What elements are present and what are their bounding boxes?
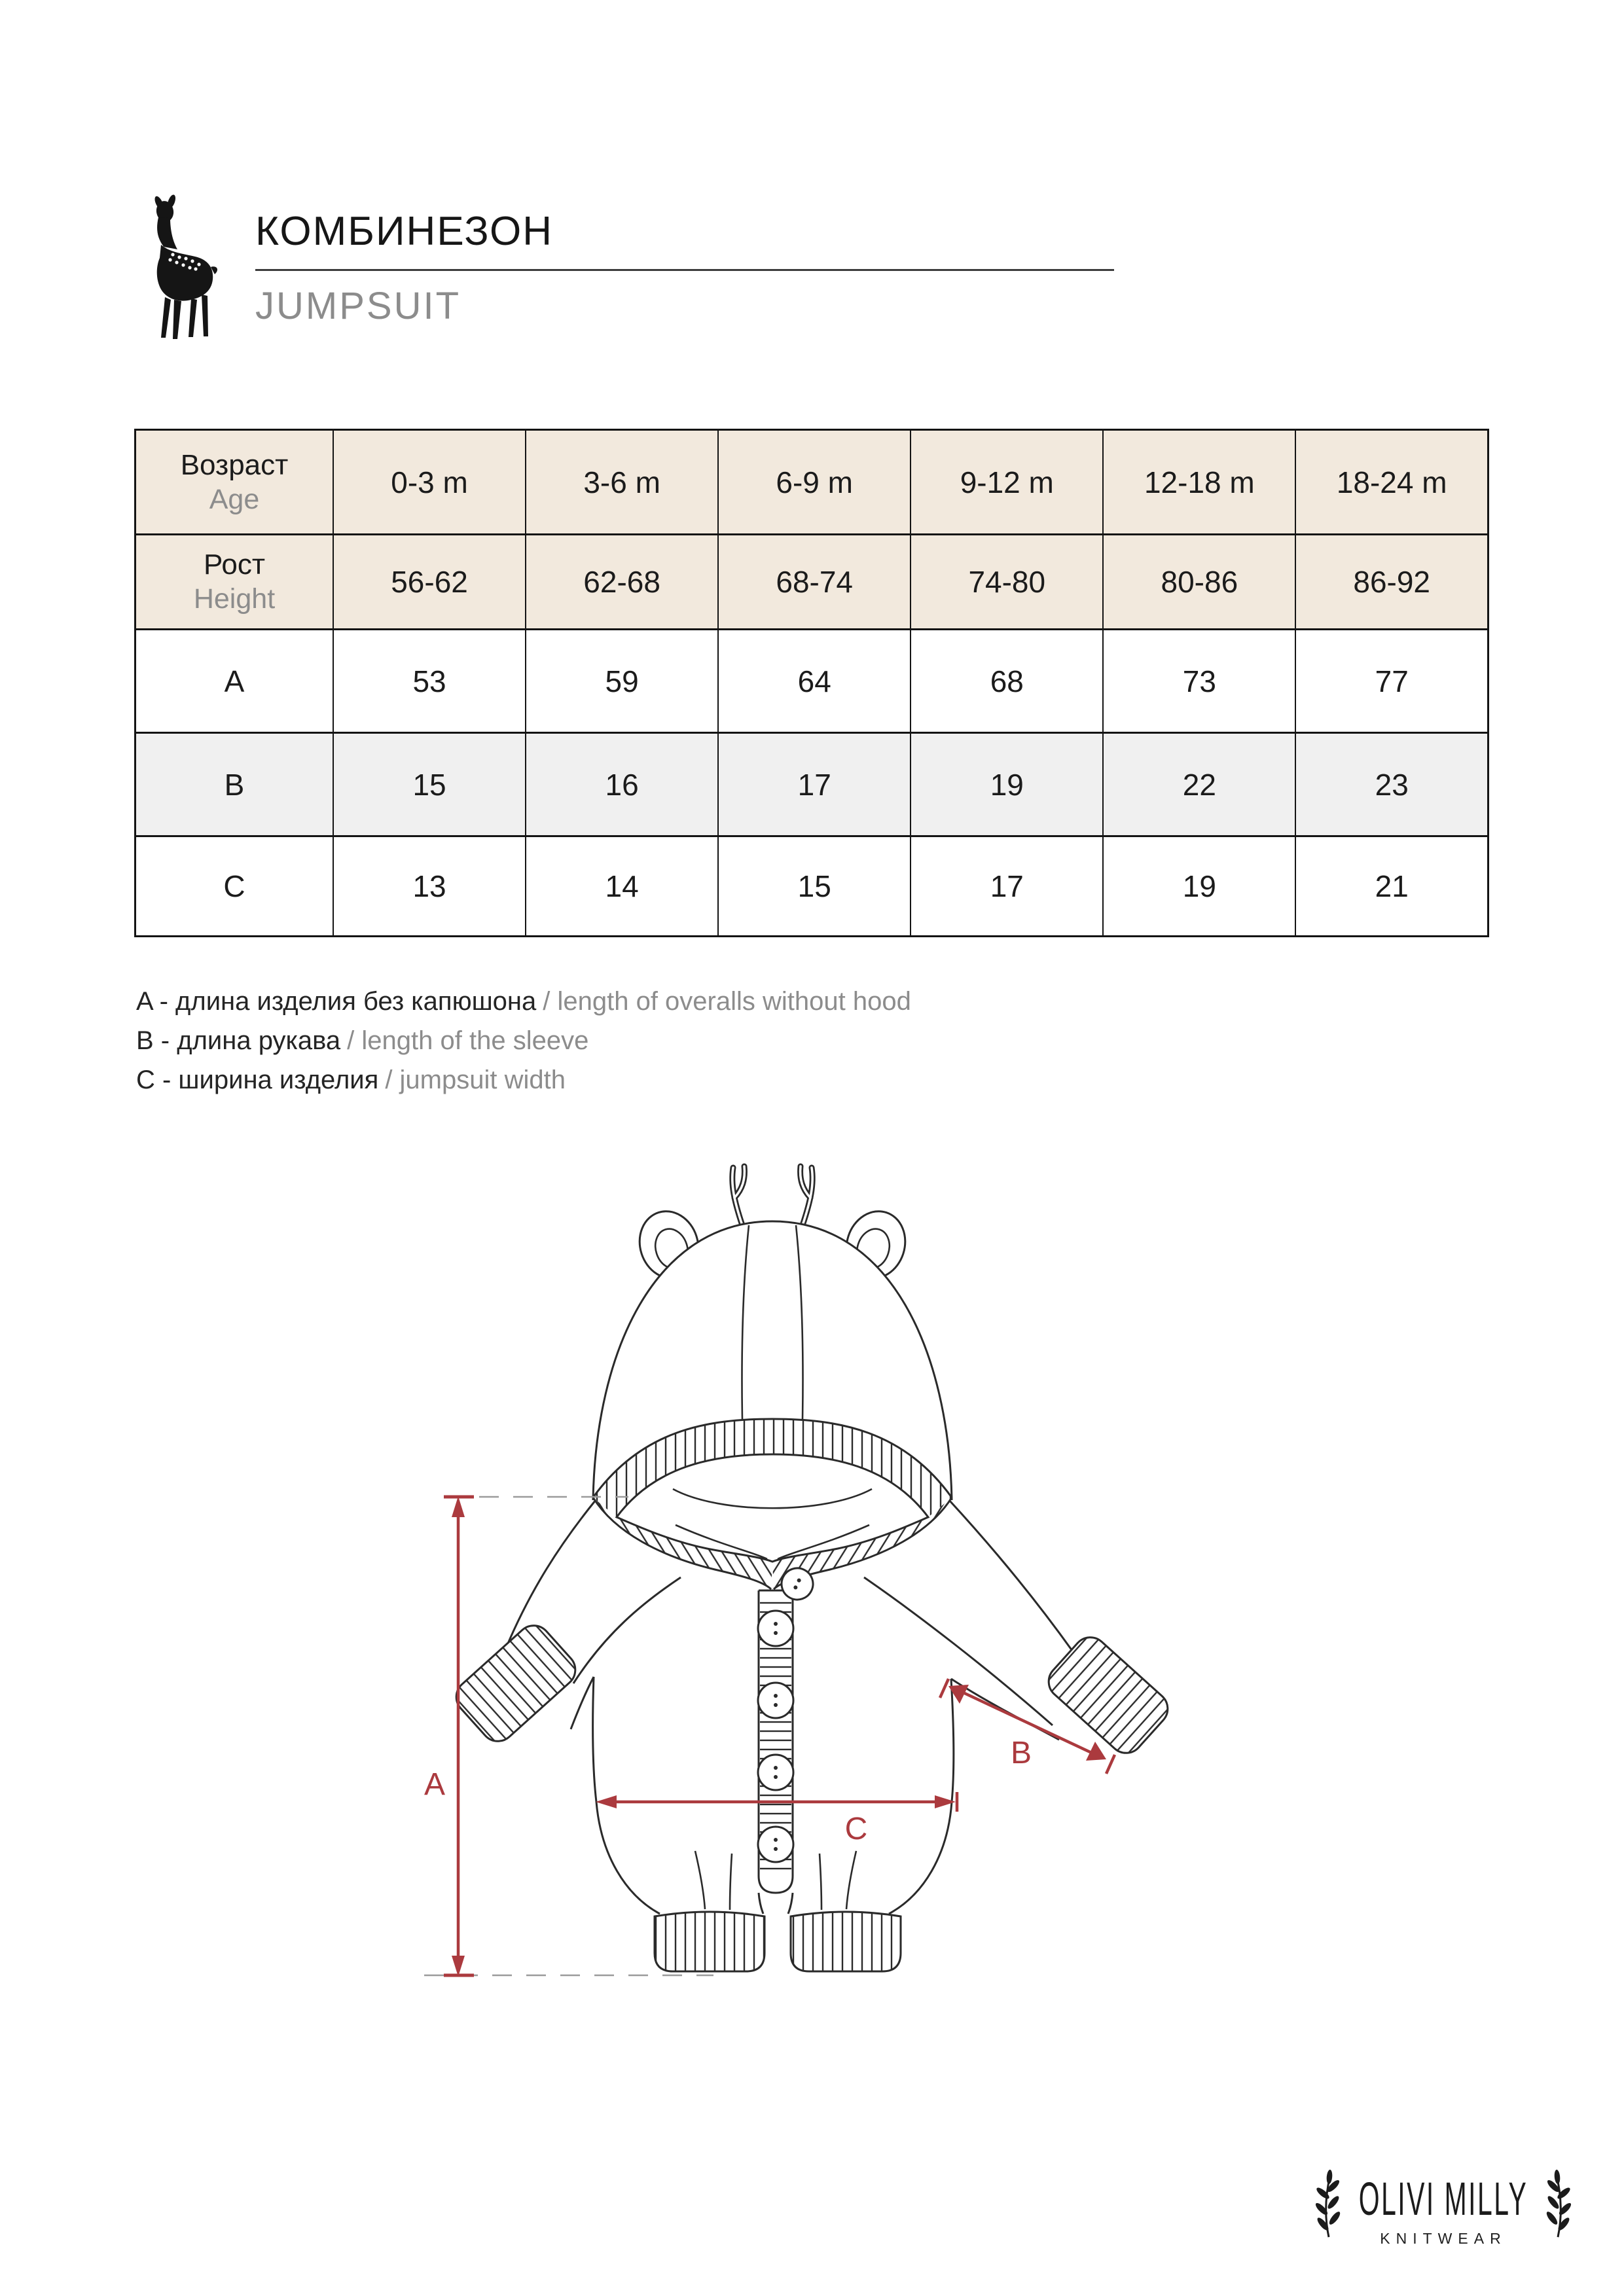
legend-b-en: / length of the sleeve — [347, 1026, 589, 1055]
label-c: C — [844, 1812, 868, 1846]
value-cell: 73 — [1103, 630, 1295, 733]
value-cell: 13 — [333, 836, 526, 937]
measure-a-arrow — [444, 1496, 474, 1977]
value-cell: 15 — [333, 733, 526, 836]
garment-outline — [449, 1166, 1174, 1971]
table-row-b — [135, 733, 1489, 836]
height-cell: 74-80 — [911, 535, 1103, 630]
table-row-age — [135, 430, 1489, 535]
height-cell: 56-62 — [333, 535, 526, 630]
age-cell: 6-9 m — [718, 430, 911, 535]
measure-label: C — [135, 836, 334, 937]
value-cell: 19 — [911, 733, 1103, 836]
age-cell: 0-3 m — [333, 430, 526, 535]
age-cell: 18-24 m — [1295, 430, 1488, 535]
age-cell: 12-18 m — [1103, 430, 1295, 535]
left-sleeve-cuff — [449, 1619, 582, 1748]
height-label-ru: Рост — [203, 548, 266, 581]
measure-labels — [424, 1736, 1032, 1846]
brand-name: OLIVI MILLY — [1358, 2173, 1528, 2225]
right-ankle-cuff — [791, 1912, 901, 1971]
table-row-a — [135, 630, 1489, 733]
value-cell: 23 — [1295, 733, 1488, 836]
value-cell: 53 — [333, 630, 526, 733]
age-header-cell — [135, 430, 334, 535]
jumpsuit-technical-drawing — [367, 1158, 1257, 2003]
header — [255, 208, 1114, 328]
age-cell: 9-12 m — [911, 430, 1103, 535]
legend-c-ru: C - ширина изделия — [136, 1066, 379, 1094]
right-sleeve-cuff — [1041, 1630, 1174, 1760]
brand-logo — [1303, 2159, 1584, 2253]
value-cell: 64 — [718, 630, 911, 733]
page-title-ru: КОМБИНЕЗОН — [255, 209, 554, 254]
label-a: A — [424, 1767, 446, 1802]
measure-legend — [136, 982, 911, 1100]
title-divider — [255, 269, 1114, 271]
height-label-en: Height — [193, 583, 276, 615]
deer-icon — [128, 194, 233, 344]
legend-line-a — [136, 982, 911, 1021]
legend-line-c — [136, 1060, 911, 1100]
legend-c-en: / jumpsuit width — [385, 1066, 566, 1094]
size-table — [134, 429, 1489, 937]
height-cell: 80-86 — [1103, 535, 1295, 630]
value-cell: 77 — [1295, 630, 1488, 733]
value-cell: 14 — [526, 836, 718, 937]
table-row-c — [135, 836, 1489, 937]
legend-line-b — [136, 1021, 911, 1060]
height-cell: 68-74 — [718, 535, 911, 630]
table-row-height — [135, 535, 1489, 630]
laurel-right-icon — [1545, 2170, 1573, 2237]
page-title-en: JUMPSUIT — [255, 285, 461, 327]
value-cell: 16 — [526, 733, 718, 836]
value-cell: 17 — [911, 836, 1103, 937]
value-cell: 22 — [1103, 733, 1295, 836]
laurel-left-icon — [1314, 2170, 1342, 2237]
value-cell: 21 — [1295, 836, 1488, 937]
value-cell: 19 — [1103, 836, 1295, 937]
legend-b-ru: B - длина рукава — [136, 1026, 341, 1055]
antlers-icon — [732, 1166, 812, 1225]
guide-dashes — [424, 1497, 713, 1975]
value-cell: 59 — [526, 630, 718, 733]
legend-a-ru: A - длина изделия без капюшона — [136, 987, 537, 1016]
value-cell: 68 — [911, 630, 1103, 733]
height-cell: 62-68 — [526, 535, 718, 630]
height-header-cell — [135, 535, 334, 630]
legend-a-en: / length of overalls without hood — [543, 987, 911, 1016]
value-cell: 17 — [718, 733, 911, 836]
measure-label: A — [135, 630, 334, 733]
left-ankle-cuff — [655, 1912, 765, 1971]
age-label-en: Age — [209, 483, 260, 515]
value-cell: 15 — [718, 836, 911, 937]
brand-subtitle: KNITWEAR — [1380, 2230, 1507, 2247]
measure-label: B — [135, 733, 334, 836]
age-cell: 3-6 m — [526, 430, 718, 535]
label-b: B — [1010, 1736, 1032, 1770]
height-cell: 86-92 — [1295, 535, 1488, 630]
age-label-ru: Возраст — [180, 448, 289, 481]
